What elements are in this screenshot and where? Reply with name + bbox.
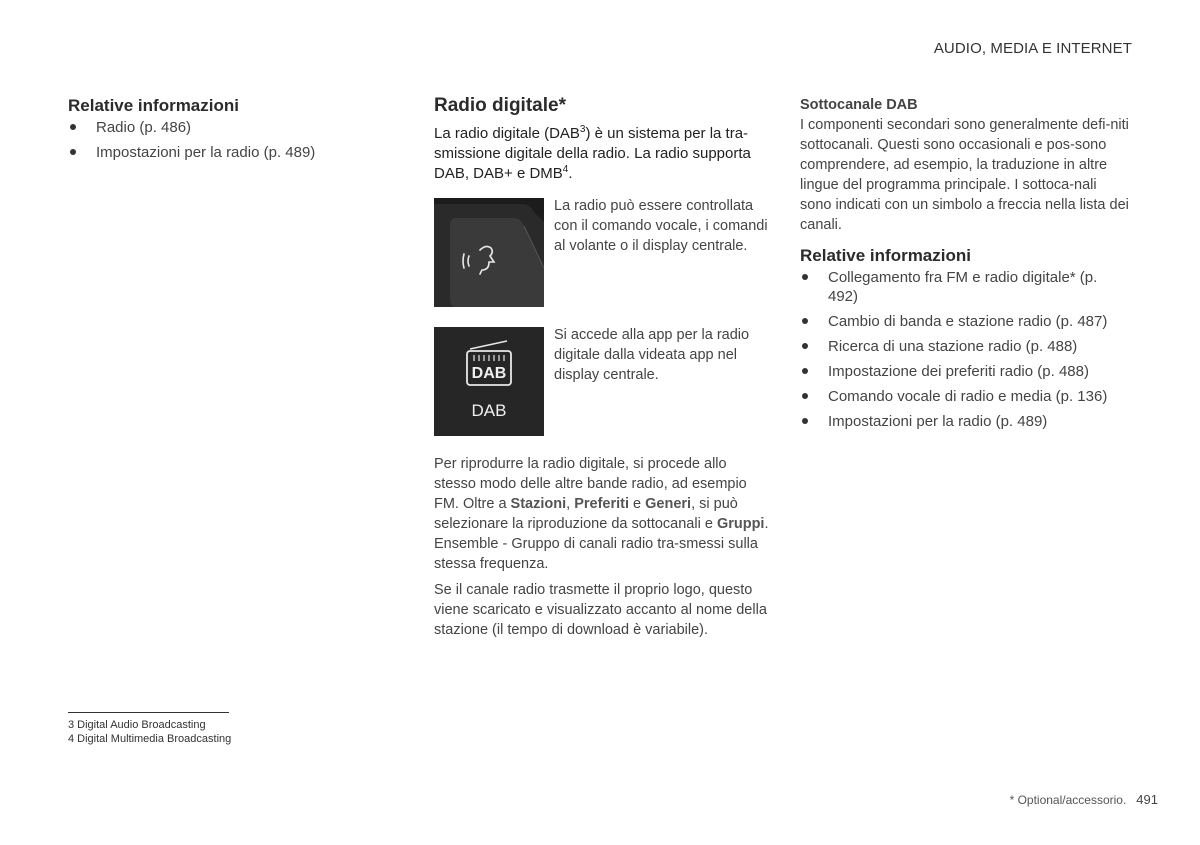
favorites-term: Preferiti [574, 496, 630, 512]
figure2-caption: Si accede alla app per la radio digitale dalla videata app nel display centrale. [554, 327, 750, 383]
footnotes [68, 718, 231, 746]
footnote-4: 4 Digital Multimedia Broadcasting [68, 733, 232, 745]
related-info-list [68, 118, 358, 162]
subchannel-paragraph: I componenti secondari sono generalmente defi-niti sottocanali. Questi sono occasionali e pos-sono comprendere, ad esempio, la traduzione in altre lingue del programma principale. I sottoca-nali sono indicati con un simbolo a freccia nella lista dei canali. [800, 117, 1129, 233]
text-segment: , si può selezionare la riproduzione da sottocanali e [434, 496, 738, 532]
footnote-3: 3 Digital Audio Broadcasting [68, 719, 206, 731]
related-link-favorites[interactable]: Impostazione dei preferiti radio (p. 488) [800, 362, 1130, 381]
text-segment: Per riprodurre la radio digitale, si procede allo stesso modo delle altre bande radio, ad esempio FM. Oltre a [434, 456, 747, 512]
related-link-radio[interactable]: Radio (p. 486) [68, 118, 358, 137]
logo-paragraph: Se il canale radio trasmette il proprio logo, questo viene scaricato e visualizzato accanto al nome della stazione (il tempo di download è variabile). [434, 582, 767, 638]
voice-control-image [434, 198, 544, 307]
page-number: 491 [1136, 792, 1158, 807]
intro-text-3: . [568, 165, 573, 182]
dab-icon-text: DAB [471, 365, 507, 382]
intro-paragraph [434, 124, 769, 184]
middle-column [434, 95, 769, 184]
section-header: AUDIO, MEDIA E INTERNET [933, 40, 1132, 57]
intro-text-1: La radio digitale (DAB [434, 125, 580, 142]
left-column [68, 96, 358, 168]
optional-note: * Optional/accessorio. [1009, 793, 1127, 807]
dab-app-label[interactable]: DAB [471, 401, 507, 420]
related-link-radio-settings[interactable]: Impostazioni per la radio (p. 489) [68, 143, 358, 162]
dab-app-tile [434, 327, 544, 436]
related-link-fm-dab[interactable]: Collegamento fra FM e radio digitale* (p. 492) [800, 268, 1098, 306]
dab-subchannel-title: Sottocanale DAB [800, 97, 918, 113]
page-footer [1010, 792, 1158, 807]
related-info-title: Relative informazioni [68, 96, 239, 115]
related-link-band-change[interactable]: Cambio di banda e stazione radio (p. 487) [800, 312, 1130, 331]
page-title: Radio digitale* [434, 95, 566, 116]
figure1-caption: La radio può essere controllata con il comando vocale, i comandi al volante o il display centrale. [554, 198, 768, 254]
related-link-voice-control[interactable]: Comando vocale di radio e media (p. 136) [800, 387, 1130, 406]
text-segment: . Ensemble - Gruppo di canali radio tra-smessi sulla stessa frequenza. [434, 516, 769, 572]
footnote-divider [68, 712, 229, 713]
related-info-title: Relative informazioni [800, 246, 971, 265]
related-link-station-search[interactable]: Ricerca di una stazione radio (p. 488) [800, 337, 1130, 356]
dab-usage-paragraph [434, 454, 769, 574]
related-info-list [800, 268, 1130, 431]
intro-text-2: ) è un sistema per la tra-smissione digitale della radio. La radio supporta DAB, DAB+ e DMB [434, 125, 751, 182]
text-segment: , [566, 496, 575, 512]
footnote-ref-4[interactable]: 4 [562, 164, 569, 175]
groups-term: Gruppi [716, 516, 765, 532]
voice-button-illustration [434, 198, 544, 307]
text-segment: e [629, 496, 646, 512]
stations-term: Stazioni [510, 496, 567, 512]
footnote-ref-3[interactable]: 3 [579, 124, 586, 135]
genres-term: Generi [645, 496, 692, 512]
right-column [800, 97, 1130, 437]
related-link-radio-settings[interactable]: Impostazioni per la radio (p. 489) [800, 412, 1130, 431]
